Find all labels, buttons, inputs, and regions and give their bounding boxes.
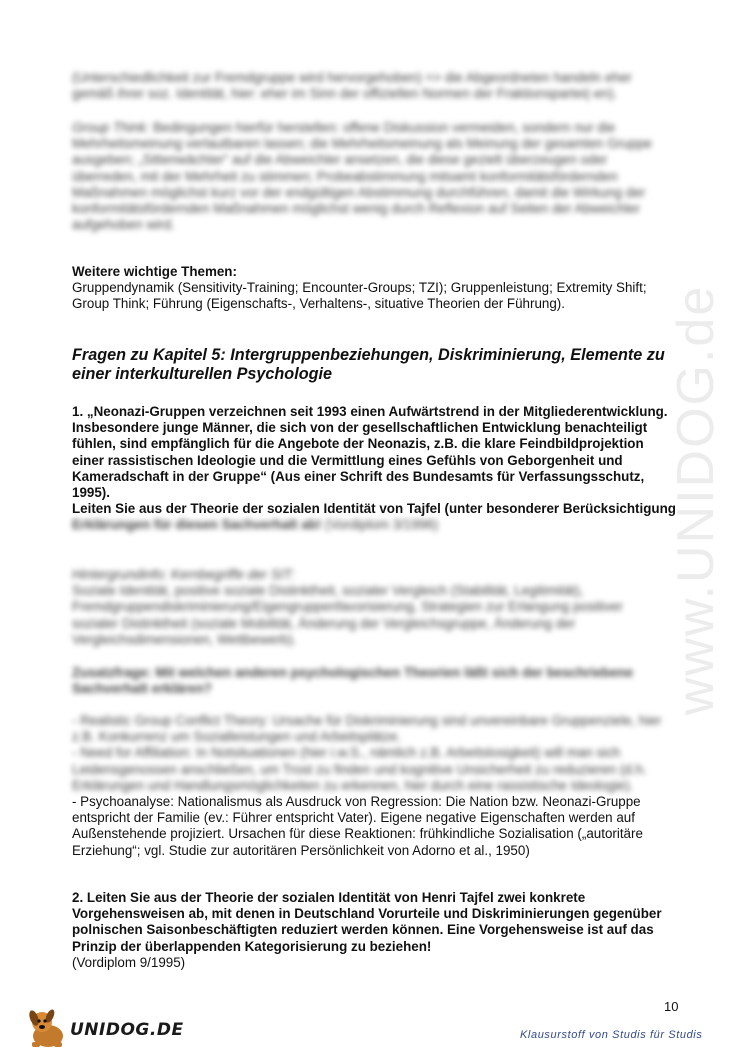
question-2-text: 2. Leiten Sie aus der Theorie der sozialen Identität von Henri Tajfel zwei konkrete Vorgehensweisen ab, mit denen in Deutschland Vorurteile und Diskriminierungen gegenüber polnischen Saisonbeschäftigten reduziert werden können. Eine Vorgehensweise ist auf das Prinzip der überlappenden Kategorisierung zu beziehen! [72,890,662,954]
chapter-heading: Fragen zu Kapitel 5: Intergruppenbeziehungen, Diskriminierung, Elemente zu einer interkulturellen Psychologie [72,346,665,383]
psychoanalysis-paragraph: - Psychoanalyse: Nationalismus als Ausdruck von Regression: Die Nation bzw. Neonazi-Gruppe entspricht der Familie (ev.: Führer entspricht Vater). Eigene negative Eigenschaften werden auf Außenstehende projiziert. Ursachen für diese Reaktionen: frühkindliche Sozialisation („autoritäre Erziehung“; vgl. Studie zur autoritären Persönlichkeit von Adorno et al., 1950) [72,794,643,858]
footer-tagline: Klausurstoff von Studis für Studis [520,1029,703,1041]
question-1 [72,404,677,533]
blurred-ref: (Vordiplom 3/1996) [321,517,439,533]
blurred-bullet: - Need for Affiliation: In Notsituationen (hier i.w.S., nämlich z.B. Arbeitslosigkeit) will man sich Leidensgenossen anschließen, um Trost zu finden und kognitive Unsicherheit zu reduzieren (d.h. Erklärungen und Handlungsmöglichkeiten zu erkennen, hier durch eine rassistische Ideologie). [72,745,647,793]
hint-text: Soziale Identität, positive soziale Distinktheit, sozialer Vergleich (Stabilität, Legitimität), Fremdgruppendiskriminierung/Eigengruppenfavorisierung, Strategien zur Erlangung positiver sozialer Distinktheit (soziale Mobilität, Änderung der Vergleichsgruppe, Änderung der Vergleichsdimensionen, Wettbewerb). [72,583,623,647]
blurred-bullets [72,713,672,794]
blurred-text: Bedingungen hierfür herstellen: offene Diskussion vermeiden, sondern nur die Mehrheitsmeinung verlautbaren lassen; die Mehrheitsmeinung als Meinung der gesamten Gruppe ausgeben; „Sittenwächter“ auf die Abweichler ansetzen, die diese gezielt überzeugen oder überreden, mit der Mehrheit zu stimmen; Probeabstimmung mitsamt konformitätsfördernden Maßnahmen möglichst kurz vor der endgültigen Abstimmung durchführen, damit die Wirkung der konformitätsfördernden Maßnahmen möglichst wenig durch Reflexion auf Seiten der Abweichler aufgehoben wird. [72,120,652,233]
blurred-paragraph-group-think [72,120,672,233]
question-1-task-wrap [72,501,677,517]
blurred-text: Erklärungen für diesen Sachverhalt ab! [72,517,322,533]
question-1-task: Leiten Sie aus der Theorie der sozialen Identität von Tajfel (unter besonderer Berücksichtigung [72,501,676,517]
question-2-ref: (Vordiplom 9/1995) [72,954,186,970]
page-number: 10 [664,999,679,1014]
themes-section [72,264,672,313]
question-1-task-blurred [72,517,677,533]
blurred-hint [72,567,672,648]
unidog-logo [24,1006,184,1050]
logo-text: UNIDOG.DE [70,1020,184,1040]
themes-heading: Weitere wichtige Themen: [72,264,237,279]
question-2 [72,890,672,971]
hint-label: Hintergrundinfo: Kernbegriffe der SIT: [72,567,295,582]
dog-logo-icon [24,1006,72,1050]
blurred-text: (Unterschiedlichkeit zur Fremdgruppe wird hervorgehoben) => die Abgeordneten handeln eher gemäß ihrer soz. Identität, hier: eher im Sinn der offiziellen Normen der Fraktionspartei(-en). [72,70,632,102]
blurred-bullet: - Realistic Group Conflict Theory: Ursache für Diskriminierung sind unvereinbare Gruppenziele, hier z.B. Konkurrenz um Sozialleistungen und Arbeitsplätze. [72,713,662,745]
question-1-text: 1. „Neonazi-Gruppen verzeichnen seit 1993 einen Aufwärtstrend in der Mitgliederentwicklung. Insbesondere junge Männer, die sich von der gesellschaftlichen Entwicklung benachteiligt fühlen, sind empfänglich für die Angebote der Neonazis, z.B. die klare Feindbildprojektion einer rassistischen Ideologie und die Vermittlung eines Gefühls von Geborgenheit und Kameradschaft in der Gruppe“ (Aus einer Schrift des Bundesamts für Verfassungsschutz, 1995). [72,404,668,501]
blurred-paragraph-1 [72,70,672,102]
group-think-label: Group Think: [72,120,150,135]
blurred-extra-question: Zusatzfrage: Mit welchen anderen psychologischen Theorien läßt sich der beschriebene Sachverhalt erklären? [72,665,634,697]
themes-text: Gruppendynamik (Sensitivity-Training; Encounter-Groups; TZI); Gruppenleistung; Extremity Shift; Group Think; Führung (Eigenschafts-, Verhaltens-, situative Theorien der Führung). [72,280,647,312]
watermark-text: www.UNIDOG.de [667,284,725,716]
